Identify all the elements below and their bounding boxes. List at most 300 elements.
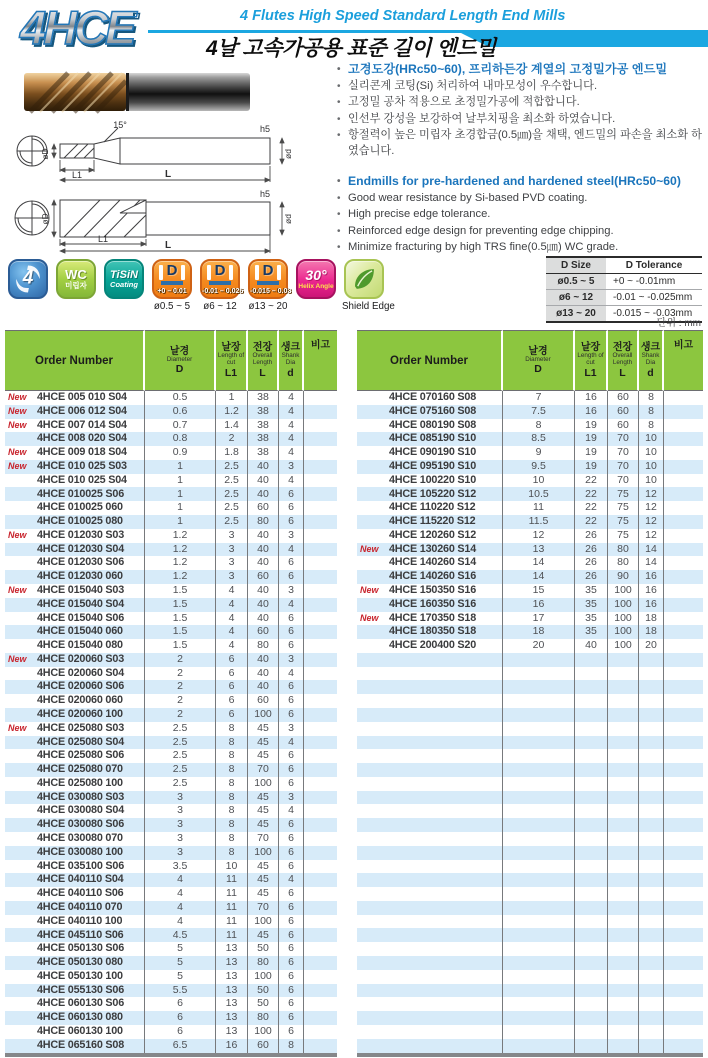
- cell-remark: [664, 791, 703, 805]
- order-number: 4HCE 140260 S16: [389, 570, 477, 583]
- cell-overall-length: 80: [248, 956, 279, 970]
- cell-overall-length: [608, 763, 639, 777]
- order-number: 4HCE 030080 100: [37, 845, 123, 858]
- cell-diameter: 4.5: [145, 928, 216, 942]
- cell-shank-dia: 6: [279, 612, 304, 626]
- table-row: [357, 391, 703, 405]
- cell-length-of-cut: 4: [216, 612, 248, 626]
- cell-length-of-cut: 8: [216, 777, 248, 791]
- cell-order: [357, 612, 503, 626]
- cell-overall-length: 70: [248, 901, 279, 915]
- table-row: [5, 915, 337, 929]
- cell-shank-dia: 16: [639, 584, 664, 598]
- cell-shank-dia: [639, 887, 664, 901]
- cell-diameter: 1: [145, 501, 216, 515]
- cell-length-of-cut: [575, 722, 608, 736]
- table-row: [5, 391, 337, 405]
- cell-shank-dia: [639, 818, 664, 832]
- table-row-empty: [357, 1025, 703, 1039]
- cell-remark: [664, 501, 703, 515]
- cell-shank-dia: 3: [279, 584, 304, 598]
- cell-order: [357, 928, 503, 942]
- cell-overall-length: 38: [248, 432, 279, 446]
- table-row: [5, 474, 337, 488]
- cell-remark: [664, 722, 703, 736]
- feature-item: • 실리콘계 코팅(Si) 처리하여 내마모성이 우수합니다.: [336, 79, 706, 95]
- cell-order: [5, 901, 145, 915]
- cell-shank-dia: 6: [279, 901, 304, 915]
- cell-length-of-cut: 6: [216, 694, 248, 708]
- order-number: 4HCE 025080 100: [37, 776, 123, 789]
- table-row-empty: [357, 997, 703, 1011]
- cell-length-of-cut: 2.5: [216, 474, 248, 488]
- cell-overall-length: 60: [248, 694, 279, 708]
- order-number: 4HCE 180350 S18: [389, 625, 477, 638]
- cell-overall-length: 80: [248, 639, 279, 653]
- cell-remark: [304, 598, 337, 612]
- table-row: [5, 984, 337, 998]
- cell-length-of-cut: 26: [575, 556, 608, 570]
- cell-remark: [304, 556, 337, 570]
- cell-length-of-cut: 26: [575, 529, 608, 543]
- table-row: [5, 612, 337, 626]
- cell-length-of-cut: 11: [216, 901, 248, 915]
- cell-remark: [304, 487, 337, 501]
- cell-order: [357, 970, 503, 984]
- cell-remark: [304, 873, 337, 887]
- cell-overall-length: [608, 915, 639, 929]
- cell-overall-length: 50: [248, 997, 279, 1011]
- cell-diameter: 2: [145, 680, 216, 694]
- cell-remark: [304, 653, 337, 667]
- cell-shank-dia: 3: [279, 791, 304, 805]
- cell-length-of-cut: [575, 887, 608, 901]
- cell-order: [5, 873, 145, 887]
- cell-overall-length: 60: [248, 570, 279, 584]
- product-table-left: [5, 330, 337, 1057]
- cell-shank-dia: [639, 901, 664, 915]
- cell-shank-dia: 8: [639, 405, 664, 419]
- table-row-empty: [357, 956, 703, 970]
- table-row: [357, 570, 703, 584]
- cell-length-of-cut: 13: [216, 1011, 248, 1025]
- cell-order: [5, 556, 145, 570]
- cell-remark: [664, 625, 703, 639]
- table-row: [357, 474, 703, 488]
- cell-length-of-cut: 11: [216, 915, 248, 929]
- tisin-badge: [102, 259, 146, 313]
- table-row: [5, 667, 337, 681]
- cell-remark: [304, 997, 337, 1011]
- cell-overall-length: 100: [248, 777, 279, 791]
- cell-order: [5, 791, 145, 805]
- table-row: [5, 543, 337, 557]
- cell-order: [5, 460, 145, 474]
- cell-length-of-cut: 4: [216, 584, 248, 598]
- table-row-empty: [357, 708, 703, 722]
- table-row-empty: [357, 722, 703, 736]
- cell-overall-length: 100: [608, 584, 639, 598]
- d-tolerance-icon: D +0 – 0.01: [152, 259, 192, 299]
- cell-remark: [664, 556, 703, 570]
- cell-order: [5, 474, 145, 488]
- cell-shank-dia: 6: [279, 487, 304, 501]
- new-badge: New: [8, 460, 27, 471]
- cell-order: [5, 680, 145, 694]
- cell-shank-dia: 6: [279, 694, 304, 708]
- cell-shank-dia: 20: [639, 639, 664, 653]
- cell-diameter: [503, 804, 575, 818]
- cell-diameter: 7.5: [503, 405, 575, 419]
- cell-diameter: 1.5: [145, 612, 216, 626]
- cell-order: [357, 653, 503, 667]
- cell-remark: [664, 763, 703, 777]
- cell-overall-length: 100: [248, 708, 279, 722]
- cell-remark: [304, 694, 337, 708]
- cell-remark: [664, 818, 703, 832]
- cell-diameter: 17: [503, 612, 575, 626]
- cell-shank-dia: 14: [639, 556, 664, 570]
- cell-remark: [664, 487, 703, 501]
- cell-length-of-cut: 8: [216, 763, 248, 777]
- cell-overall-length: 38: [248, 391, 279, 405]
- cell-remark: [304, 777, 337, 791]
- cell-overall-length: 75: [608, 487, 639, 501]
- order-number: 4HCE 030080 070: [37, 832, 123, 845]
- badge-caption: ø0.5 ~ 5: [153, 301, 191, 312]
- cell-shank-dia: 12: [639, 515, 664, 529]
- cell-diameter: [503, 722, 575, 736]
- cell-remark: [304, 915, 337, 929]
- cell-order: [5, 501, 145, 515]
- cell-order: [357, 515, 503, 529]
- table-row: [5, 598, 337, 612]
- badge-row: [6, 259, 395, 313]
- cell-diameter: 1.2: [145, 543, 216, 557]
- right-table-body: [357, 391, 703, 1053]
- cell-remark: [304, 1025, 337, 1039]
- order-number: 4HCE 009 018 S04: [37, 446, 127, 459]
- cell-order: [357, 860, 503, 874]
- cell-diameter: 4: [145, 915, 216, 929]
- new-badge: New: [8, 529, 27, 540]
- order-number: 4HCE 012030 S06: [37, 556, 125, 569]
- new-badge: New: [360, 612, 379, 623]
- cell-remark: [304, 901, 337, 915]
- order-number: 4HCE 008 020 S04: [37, 432, 127, 445]
- cell-overall-length: 50: [248, 984, 279, 998]
- cell-overall-length: 40: [248, 474, 279, 488]
- cell-diameter: [503, 1039, 575, 1053]
- cell-diameter: [503, 887, 575, 901]
- table-row: [5, 708, 337, 722]
- cell-length-of-cut: 2.5: [216, 515, 248, 529]
- cell-overall-length: [608, 860, 639, 874]
- feature-item: • 항절력이 높은 미립자 초경합금(0.5㎛)을 채택, 엔드밀의 파손을 최소화 하였습니다.: [336, 128, 706, 159]
- order-number: 4HCE 020060 S04: [37, 666, 125, 679]
- cell-length-of-cut: 19: [575, 419, 608, 433]
- cell-remark: [664, 584, 703, 598]
- feature-list-en: [336, 174, 706, 257]
- order-number: 4HCE 015040 S04: [37, 597, 125, 610]
- order-number: 4HCE 130260 S14: [389, 542, 477, 555]
- cell-remark: [304, 680, 337, 694]
- cell-remark: [304, 860, 337, 874]
- cell-shank-dia: [639, 777, 664, 791]
- cell-length-of-cut: [575, 653, 608, 667]
- table-row: [5, 487, 337, 501]
- order-number: 4HCE 095190 S10: [389, 459, 477, 472]
- order-number: 4HCE 050130 080: [37, 956, 123, 969]
- cell-remark: [664, 708, 703, 722]
- cell-length-of-cut: 19: [575, 432, 608, 446]
- cell-overall-length: 100: [248, 846, 279, 860]
- cell-order: [357, 873, 503, 887]
- cell-length-of-cut: 8: [216, 804, 248, 818]
- table-row-empty: [357, 763, 703, 777]
- table-row: [357, 529, 703, 543]
- table-header-row: [5, 330, 337, 391]
- cell-remark: [304, 446, 337, 460]
- shield-edge-icon: [344, 259, 384, 299]
- svg-text:15°: 15°: [113, 120, 127, 130]
- cell-diameter: 2.5: [145, 736, 216, 750]
- cell-remark: [304, 749, 337, 763]
- cell-order: [5, 818, 145, 832]
- order-number: 4HCE 030080 S04: [37, 804, 125, 817]
- cell-remark: [664, 804, 703, 818]
- cell-shank-dia: [639, 722, 664, 736]
- cell-shank-dia: [639, 846, 664, 860]
- cell-order: [5, 405, 145, 419]
- svg-text:øD: øD: [40, 148, 50, 160]
- cell-length-of-cut: [575, 1039, 608, 1053]
- cell-diameter: 4: [145, 887, 216, 901]
- cell-remark: [664, 474, 703, 488]
- cell-overall-length: 100: [248, 915, 279, 929]
- order-number: 4HCE 020060 060: [37, 694, 123, 707]
- cell-shank-dia: [639, 1025, 664, 1039]
- cell-shank-dia: 6: [279, 997, 304, 1011]
- cell-length-of-cut: 3: [216, 570, 248, 584]
- cell-length-of-cut: [575, 791, 608, 805]
- cell-diameter: [503, 694, 575, 708]
- cell-remark: [304, 791, 337, 805]
- order-number: 4HCE 012030 S03: [37, 528, 125, 541]
- table-row-empty: [357, 942, 703, 956]
- badge-caption: [294, 301, 338, 313]
- cell-overall-length: 45: [248, 818, 279, 832]
- order-number: 4HCE 035100 S06: [37, 859, 125, 872]
- order-number: 4HCE 060130 080: [37, 1011, 123, 1024]
- cell-overall-length: [608, 1011, 639, 1025]
- table-row: [5, 956, 337, 970]
- table-row: [5, 791, 337, 805]
- cell-length-of-cut: 3: [216, 543, 248, 557]
- cell-length-of-cut: 13: [216, 956, 248, 970]
- order-number: 4HCE 045110 S06: [37, 928, 124, 941]
- cell-shank-dia: 3: [279, 460, 304, 474]
- new-badge: New: [8, 722, 27, 733]
- cell-shank-dia: 6: [279, 1011, 304, 1025]
- cell-order: [5, 736, 145, 750]
- table-row-empty: [357, 818, 703, 832]
- cell-shank-dia: 4: [279, 736, 304, 750]
- tolerance-value: +0 ~ -0.01mm: [606, 274, 702, 290]
- new-badge: New: [8, 405, 27, 416]
- col-overall-length: 전장 Overall Length L: [608, 330, 639, 391]
- tolerance-badge: [246, 259, 290, 313]
- cell-length-of-cut: 8: [216, 832, 248, 846]
- cell-order: [357, 625, 503, 639]
- table-row-empty: [357, 791, 703, 805]
- cell-order: [357, 460, 503, 474]
- cell-shank-dia: 4: [279, 804, 304, 818]
- cell-diameter: 1.2: [145, 556, 216, 570]
- cell-length-of-cut: 35: [575, 598, 608, 612]
- d-tolerance-icon: D -0.015 – 0.03: [248, 259, 288, 299]
- cell-diameter: [503, 928, 575, 942]
- product-table-right: [357, 330, 703, 1057]
- cell-order: [5, 1011, 145, 1025]
- cell-order: [357, 1025, 503, 1039]
- cell-overall-length: [608, 901, 639, 915]
- cell-order: [357, 432, 503, 446]
- new-badge: New: [8, 584, 27, 595]
- cell-order: [357, 584, 503, 598]
- cell-diameter: [503, 818, 575, 832]
- cell-overall-length: [608, 749, 639, 763]
- svg-text:h5: h5: [260, 124, 271, 134]
- order-number: 4HCE 200400 S20: [389, 639, 477, 652]
- cell-overall-length: 70: [608, 460, 639, 474]
- cell-shank-dia: 3: [279, 722, 304, 736]
- cell-length-of-cut: [575, 818, 608, 832]
- cell-order: [5, 763, 145, 777]
- order-number: 4HCE 010 025 S03: [37, 459, 127, 472]
- cell-remark: [664, 570, 703, 584]
- cell-length-of-cut: [575, 832, 608, 846]
- cell-remark: [304, 419, 337, 433]
- tolerance-size: ø0.5 ~ 5: [546, 274, 606, 290]
- cell-order: [357, 846, 503, 860]
- table-row-empty: [357, 984, 703, 998]
- order-number: 4HCE 075160 S08: [389, 404, 477, 417]
- order-number: 4HCE 015040 080: [37, 639, 123, 652]
- cell-diameter: 1: [145, 487, 216, 501]
- cell-length-of-cut: 26: [575, 570, 608, 584]
- cell-order: [357, 763, 503, 777]
- cell-diameter: 1: [145, 515, 216, 529]
- cell-shank-dia: 6: [279, 956, 304, 970]
- cell-order: [357, 736, 503, 750]
- cell-order: [5, 860, 145, 874]
- page-title-en: 4 Flutes High Speed Standard Length End Mills: [240, 8, 566, 24]
- cell-order: [357, 391, 503, 405]
- cell-shank-dia: [639, 873, 664, 887]
- cell-shank-dia: 6: [279, 625, 304, 639]
- cell-diameter: 13: [503, 543, 575, 557]
- cell-order: [357, 887, 503, 901]
- table-row: [5, 639, 337, 653]
- badge-caption: [102, 301, 146, 313]
- cell-remark: [664, 432, 703, 446]
- cell-diameter: [503, 653, 575, 667]
- table-row: [5, 736, 337, 750]
- cell-remark: [304, 928, 337, 942]
- order-number: 4HCE 115220 S12: [389, 515, 476, 528]
- cell-length-of-cut: [575, 873, 608, 887]
- cell-length-of-cut: 6: [216, 680, 248, 694]
- cell-diameter: 6: [145, 1025, 216, 1039]
- cell-remark: [304, 529, 337, 543]
- cell-shank-dia: 6: [279, 763, 304, 777]
- cell-overall-length: [608, 708, 639, 722]
- cell-length-of-cut: 4: [216, 625, 248, 639]
- cell-order: [357, 1039, 503, 1053]
- cell-remark: [304, 708, 337, 722]
- cell-shank-dia: 18: [639, 612, 664, 626]
- cell-diameter: [503, 1025, 575, 1039]
- cell-remark: [304, 639, 337, 653]
- cell-diameter: 3: [145, 818, 216, 832]
- order-number: 4HCE 140260 S14: [389, 556, 477, 569]
- cell-length-of-cut: [575, 915, 608, 929]
- cell-diameter: [503, 997, 575, 1011]
- cell-diameter: 1.2: [145, 529, 216, 543]
- cell-remark: [304, 942, 337, 956]
- cell-order: [5, 832, 145, 846]
- order-number: 4HCE 007 014 S04: [37, 418, 127, 431]
- col-overall-length: 전장 Overall Length L: [248, 330, 279, 391]
- order-number: 4HCE 005 010 S04: [37, 391, 127, 404]
- cell-overall-length: 38: [248, 446, 279, 460]
- cell-length-of-cut: 1: [216, 391, 248, 405]
- cell-diameter: 3: [145, 832, 216, 846]
- cell-remark: [304, 887, 337, 901]
- cell-order: [357, 667, 503, 681]
- table-row: [5, 405, 337, 419]
- cell-shank-dia: [639, 915, 664, 929]
- cell-remark: [664, 846, 703, 860]
- cell-length-of-cut: [575, 956, 608, 970]
- cell-overall-length: 100: [608, 598, 639, 612]
- cell-shank-dia: 12: [639, 529, 664, 543]
- cell-length-of-cut: [575, 1011, 608, 1025]
- cell-order: [357, 680, 503, 694]
- cell-diameter: [503, 832, 575, 846]
- cell-length-of-cut: 2: [216, 432, 248, 446]
- cell-shank-dia: [639, 653, 664, 667]
- table-row-empty: [357, 749, 703, 763]
- cell-overall-length: [608, 791, 639, 805]
- cell-shank-dia: 6: [279, 570, 304, 584]
- table-row: [357, 543, 703, 557]
- table-row: [5, 832, 337, 846]
- cell-remark: [664, 777, 703, 791]
- cell-overall-length: [608, 846, 639, 860]
- cell-overall-length: 60: [248, 625, 279, 639]
- cell-order: [357, 446, 503, 460]
- cell-length-of-cut: 4: [216, 639, 248, 653]
- cell-order: [357, 832, 503, 846]
- cell-remark: [304, 956, 337, 970]
- cell-length-of-cut: 16: [575, 405, 608, 419]
- cell-remark: [664, 446, 703, 460]
- feature-item: • 고정밀 공차 적용으로 초정밀가공에 적합합니다.: [336, 95, 706, 111]
- cell-diameter: [503, 667, 575, 681]
- cell-diameter: [503, 846, 575, 860]
